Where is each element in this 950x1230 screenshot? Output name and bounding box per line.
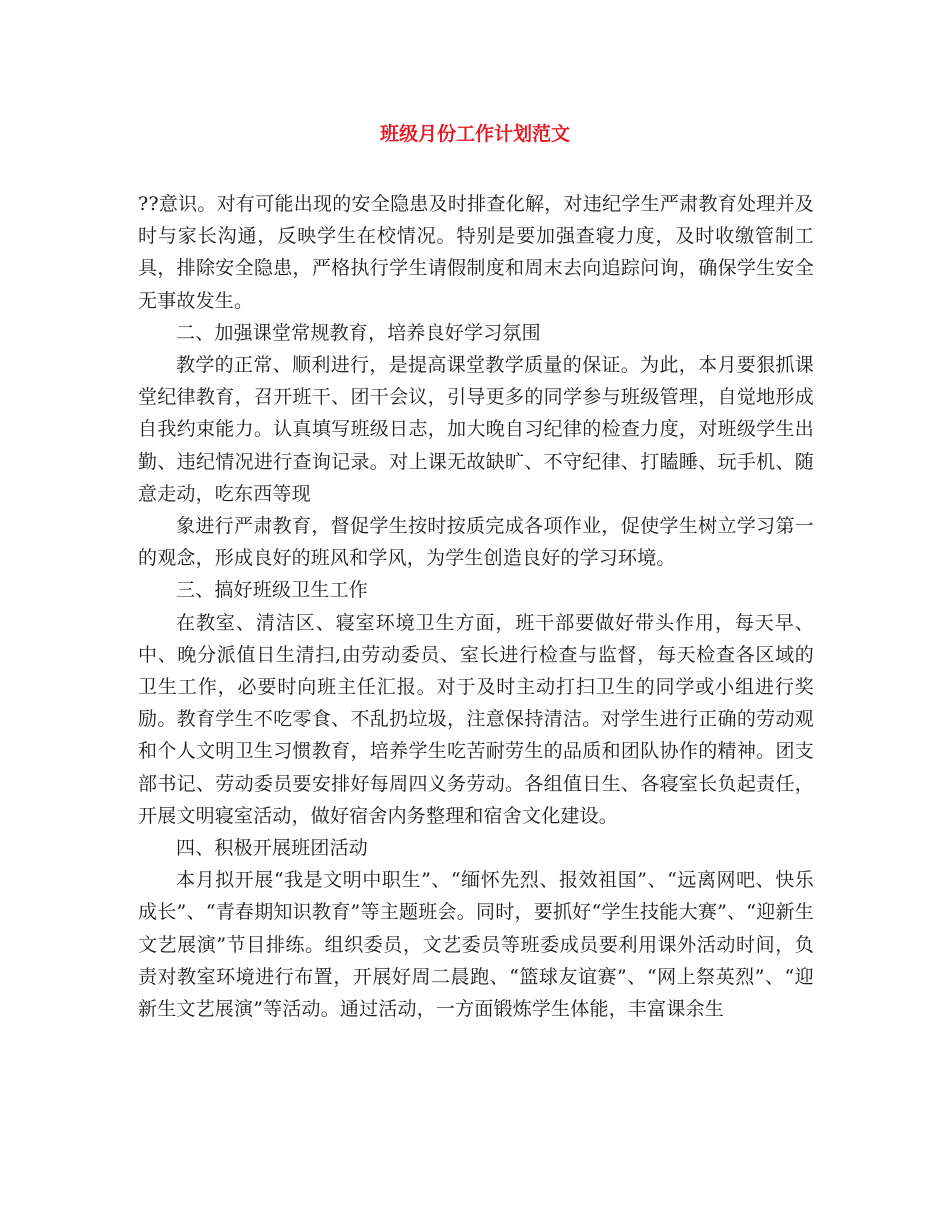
paragraph-hygiene-work: 在教室、清洁区、寝室环境卫生方面，班干部要做好带头作用，每天早、中、晚分派值日生清扫,由劳动委员、室长进行检查与监督，每天检查各区域的卫生工作，必要时向班主任汇报。对于及时主动打扫卫生的同学或小组进行奖励。教育学生不吃零食、不乱扔垃圾，注意保持清洁。对学生进行正确的劳动观和个人文明卫生习惯教育，培养学生吃苦耐劳生的品质和团队协作的精神。团支部书记、劳动委员要安排好每周四义务劳动。各组值日生、各寝室长负起责任，开展文明寝室活动，做好宿舍内务整理和宿舍文化建设。: [138, 611, 814, 827]
document-title: 班级月份工作计划范文: [379, 123, 570, 145]
paragraph-classroom-discipline: 教学的正常、顺利进行，是提高课堂教学质量的保证。为此，本月要狠抓课堂纪律教育，召开班干、团干会议，引导更多的同学参与班级管理，自觉地形成自我约束能力。认真填写班级日志，加大晚自习纪律的检查力度，对班级学生出勤、违纪情况进行查询记录。对上课无故缺旷、不守纪律、打瞌睡、玩手机、随意走动，吃东西等现: [138, 354, 814, 505]
heading-hygiene-work: 三、搞好班级卫生工作: [176, 579, 369, 602]
heading-classroom-discipline: 二、加强课堂常规教育，培养良好学习氛围: [176, 321, 541, 344]
paragraph-safety-continued: ??意识。对有可能出现的安全隐患及时排查化解，对违纪学生严肃教育处理并及时与家长沟通，反映学生在校情况。特别是要加强查寝力度，及时收缴管制工具，排除安全隐患，严格执行学生请假制度和周末去向追踪问询，确保学生安全无事故发生。: [138, 193, 814, 312]
paragraph-classroom-discipline-continued: 象进行严肃教育，督促学生按时按质完成各项作业，促使学生树立学习第一的观念，形成良好的班风和学风，为学生创造良好的学习环境。: [138, 515, 814, 570]
heading-class-activities: 四、积极开展班团活动: [176, 837, 369, 860]
paragraph-class-activities: 本月拟开展“我是文明中职生”、“缅怀先烈、报效祖国”、“远离网吧、快乐成长”、“青春期知识教育”等主题班会。同时，要抓好“学生技能大赛”、“迎新生文艺展演”节目排练。组织委员，文艺委员等班委成员要利用课外活动时间，负责对教室环境进行布置，开展好周二晨跑、“篮球友谊赛”、“网上祭英烈”、“迎新生文艺展演”等活动。通过活动，一方面锻炼学生体能，丰富课余生: [138, 869, 814, 1021]
document-body: [138, 188, 814, 1025]
